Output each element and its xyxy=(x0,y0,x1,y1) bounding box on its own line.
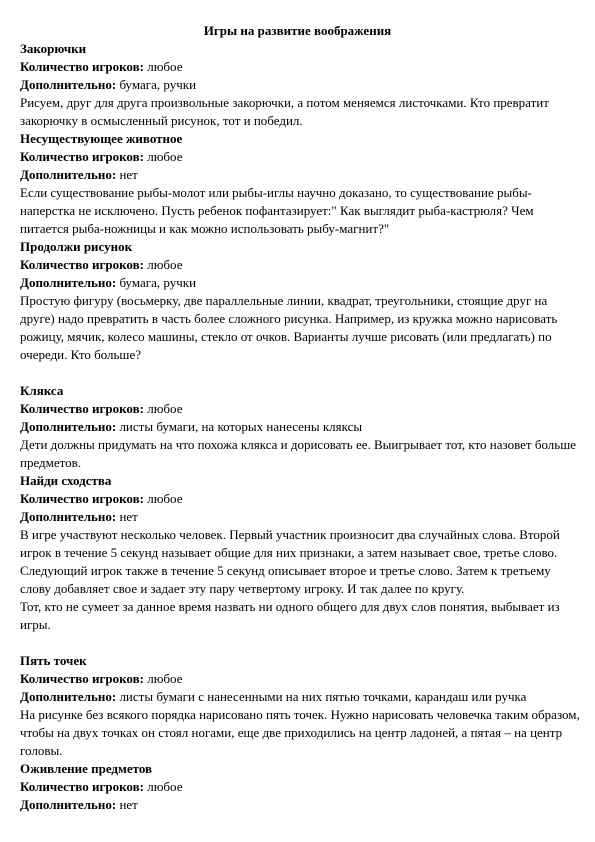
players-label: Количество игроков: xyxy=(20,401,144,416)
players-line xyxy=(20,256,580,274)
extra-label: Дополнительно: xyxy=(20,419,117,434)
extra-value: листы бумаги с нанесенными на них пятью точками, карандаш или ручка xyxy=(119,689,527,704)
extra-value: листы бумаги, на которых нанесены кляксы xyxy=(119,419,363,434)
players-label: Количество игроков: xyxy=(20,779,144,794)
players-value: любое xyxy=(147,779,183,794)
players-line xyxy=(20,490,580,508)
players-value: любое xyxy=(147,149,183,164)
document-title: Игры на развитие воображения xyxy=(203,23,392,38)
extra-label: Дополнительно: xyxy=(20,509,117,524)
extra-line xyxy=(20,166,580,184)
game-description: В игре участвуют несколько человек. Первый участник произносит два случайных слова. Второй игрок в течение 5 секунд называет общие для них признаки, а затем называет свое, третье слово. Следующий игрок также в течение 5 секунд описывает второе и третье слово. Затем к третьему слову добавляет свое и задает эту пару четвертому игроку. И так далее по кругу. xyxy=(20,527,560,596)
players-label: Количество игроков: xyxy=(20,149,144,164)
players-value: любое xyxy=(147,491,183,506)
section-gap xyxy=(20,364,580,382)
extra-label: Дополнительно: xyxy=(20,275,117,290)
players-line xyxy=(20,58,580,76)
extra-value: нет xyxy=(119,167,138,182)
game-description: Тот, кто не сумеет за данное время назвать ни одного общего для двух слов понятия, выбывает из игры. xyxy=(20,599,560,632)
players-value: любое xyxy=(147,671,183,686)
game-description: Рисуем, друг для друга произвольные закорючки, а потом меняемся листочками. Кто превратит закорючку в осмысленный рисунок, тот и победил. xyxy=(20,95,549,128)
game-title: Оживление предметов xyxy=(20,761,153,776)
players-line xyxy=(20,778,580,796)
players-value: любое xyxy=(147,257,183,272)
extra-label: Дополнительно: xyxy=(20,689,117,704)
extra-label: Дополнительно: xyxy=(20,797,117,812)
game-description: Дети должны придумать на что похожа клякса и дорисовать ее. Выигрывает тот, кто назовет больше предметов. xyxy=(20,437,576,470)
extra-label: Дополнительно: xyxy=(20,77,117,92)
players-label: Количество игроков: xyxy=(20,59,144,74)
extra-value: бумага, ручки xyxy=(119,77,197,92)
document-content xyxy=(20,40,580,814)
game-title: Найди сходства xyxy=(20,473,112,488)
extra-value: нет xyxy=(119,509,138,524)
game-description: Если существование рыбы-молот или рыбы-иглы научно доказано, то существование рыбы-наперстка не исключено. Пусть ребенок пофантазирует:" Как выглядит рыба-кастрюля? Чем питается рыба-ножницы и как можно использовать рыбу-магнит?" xyxy=(20,185,534,236)
players-label: Количество игроков: xyxy=(20,257,144,272)
extra-value: нет xyxy=(119,797,138,812)
players-value: любое xyxy=(147,59,183,74)
game-title: Закорючки xyxy=(20,41,87,56)
game-title: Несуществующее животное xyxy=(20,131,183,146)
players-line xyxy=(20,670,580,688)
extra-line xyxy=(20,418,580,436)
game-title: Пять точек xyxy=(20,653,87,668)
players-label: Количество игроков: xyxy=(20,491,144,506)
extra-line xyxy=(20,688,580,706)
game-title: Продолжи рисунок xyxy=(20,239,133,254)
extra-label: Дополнительно: xyxy=(20,167,117,182)
extra-line xyxy=(20,796,580,814)
section-gap xyxy=(20,634,580,652)
players-label: Количество игроков: xyxy=(20,671,144,686)
players-line xyxy=(20,400,580,418)
extra-value: бумага, ручки xyxy=(119,275,197,290)
players-value: любое xyxy=(147,401,183,416)
players-line xyxy=(20,148,580,166)
game-title: Клякса xyxy=(20,383,64,398)
game-description: Простую фигуру (восьмерку, две параллельные линии, квадрат, треугольники, стоящие друг на друге) надо превратить в часть более сложного рисунка. Например, из кружка можно нарисовать рожицу, мячик, колесо машины, стекло от очков. Варианты лучше рисовать (или предлагать) по очереди. Кто больше? xyxy=(20,293,558,362)
extra-line xyxy=(20,76,580,94)
extra-line xyxy=(20,274,580,292)
extra-line xyxy=(20,508,580,526)
game-description: На рисунке без всякого порядка нарисовано пять точек. Нужно нарисовать человечка таким образом, чтобы на двух точках он стоял ногами, еще две приходились на центр ладоней, а пятая – на центр головы. xyxy=(20,707,580,758)
